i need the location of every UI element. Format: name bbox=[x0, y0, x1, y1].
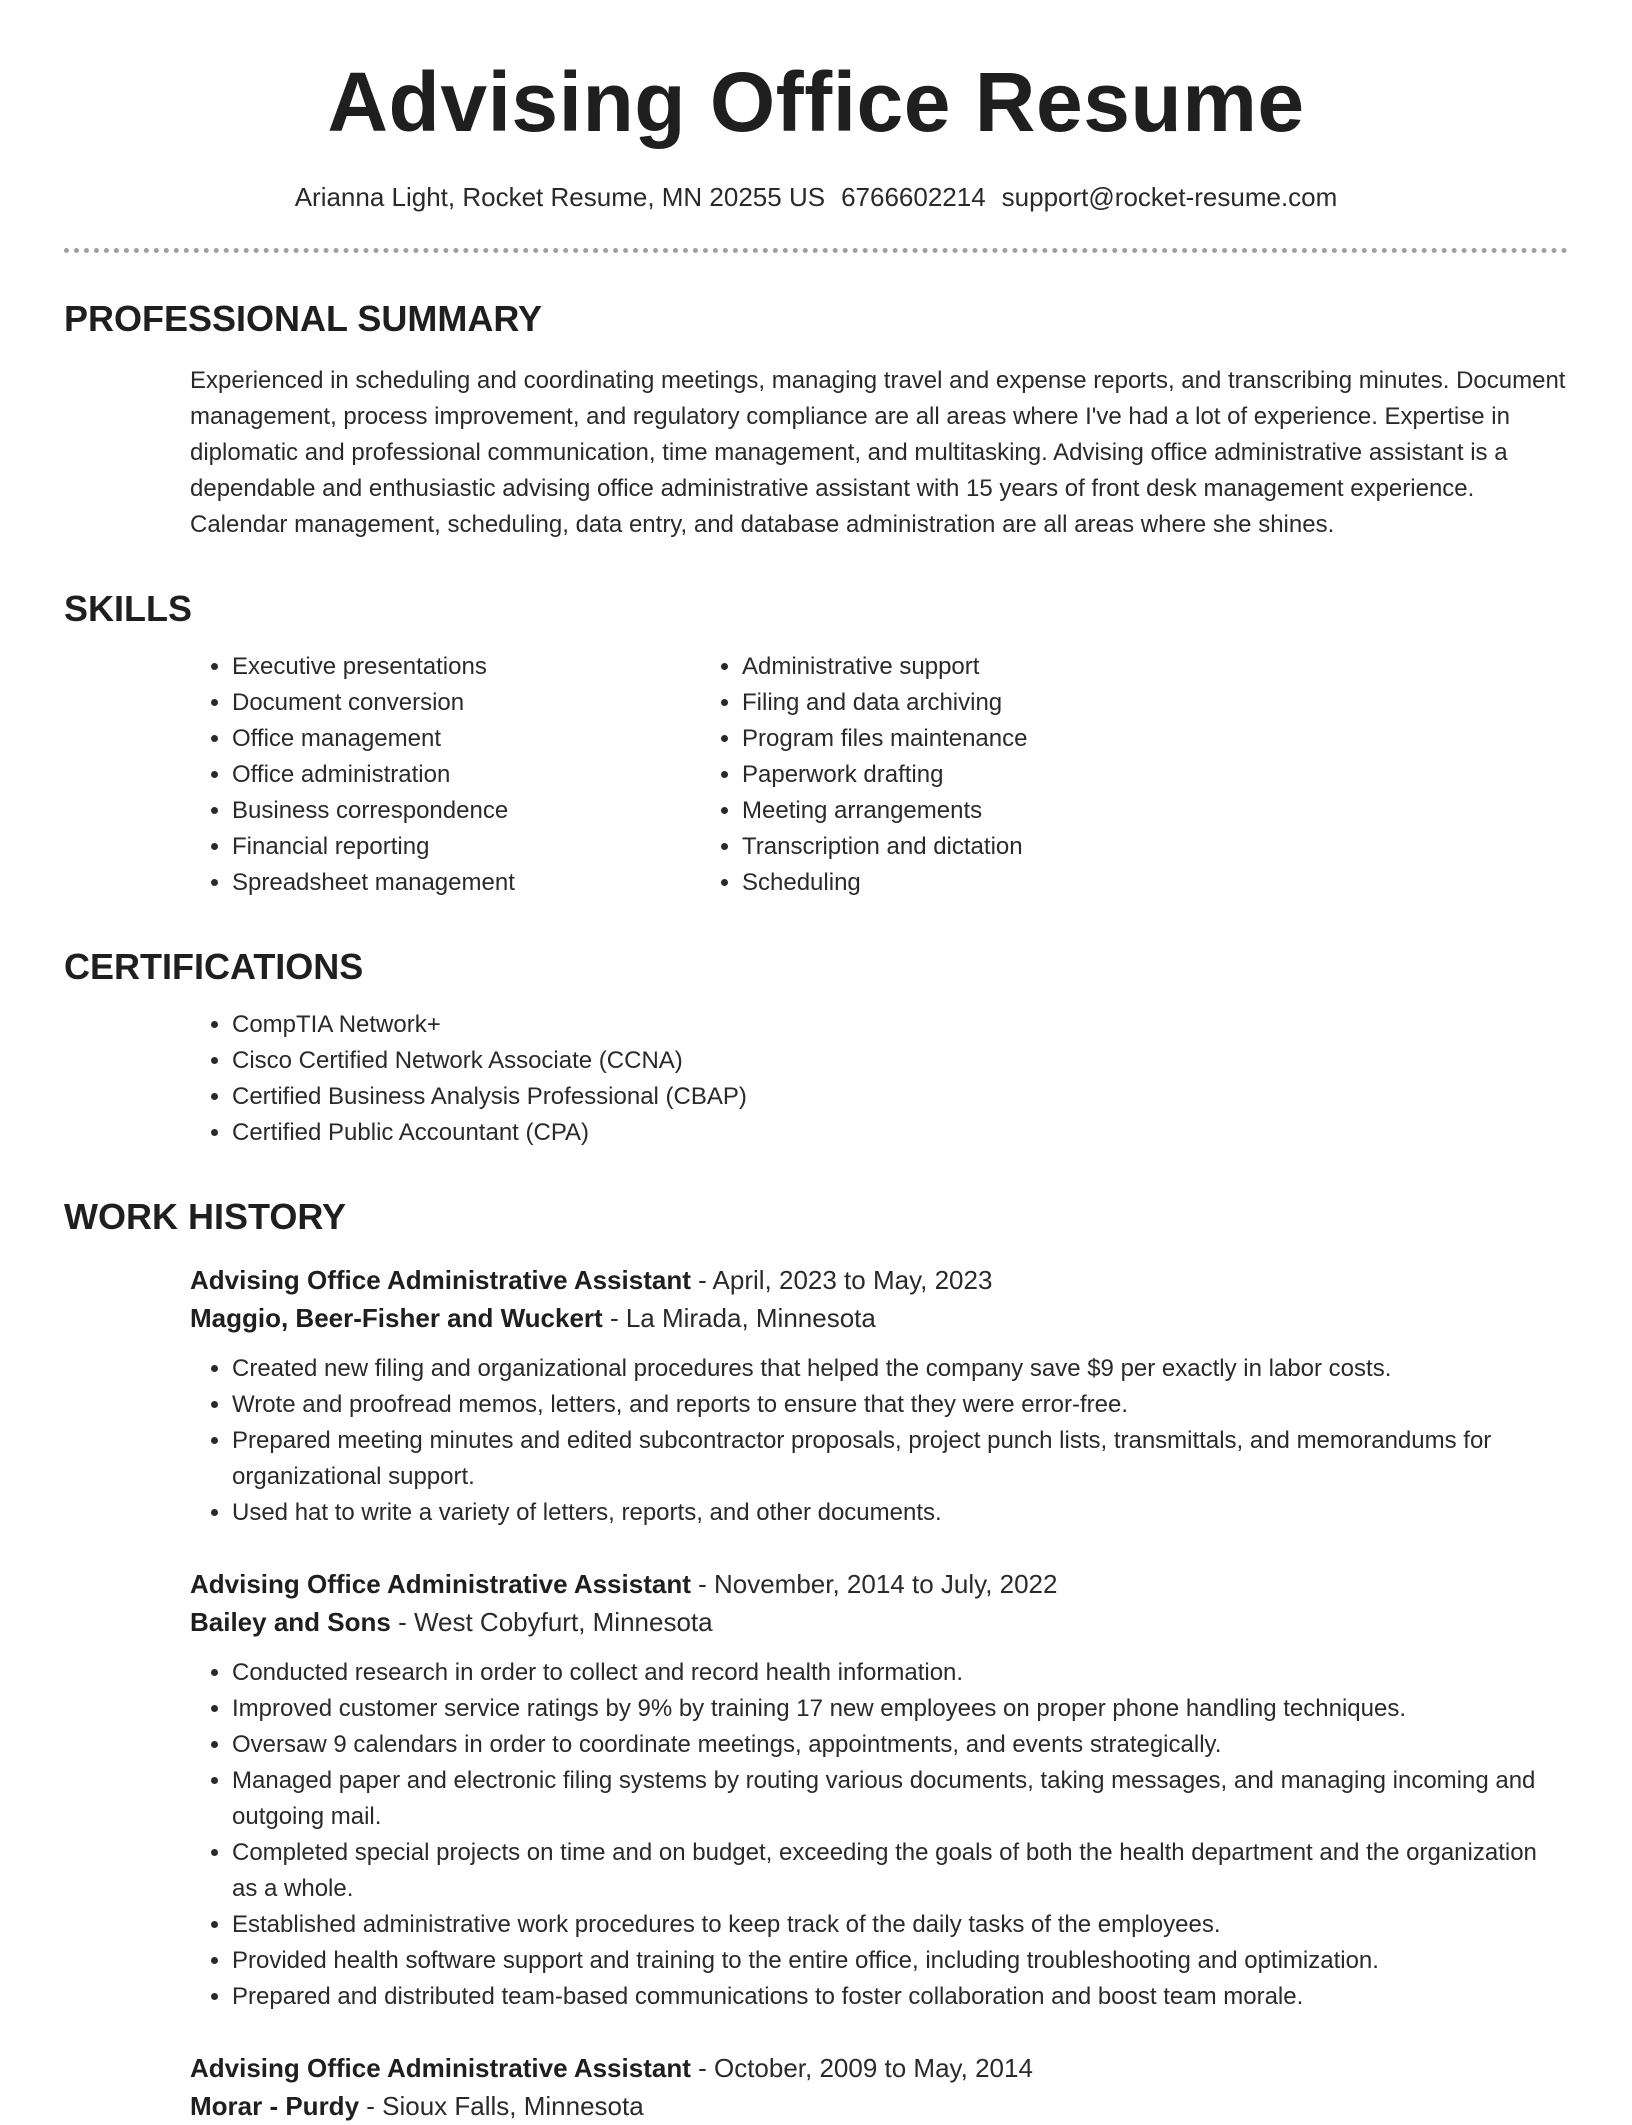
skills-column-1 bbox=[64, 649, 742, 901]
skill-item: • Meeting arrangements bbox=[742, 793, 1252, 829]
job-entry bbox=[190, 1565, 1568, 2015]
job-dates: - April, 2023 to May, 2023 bbox=[690, 1265, 993, 1295]
skills-list bbox=[64, 649, 1568, 901]
job-company: Maggio, Beer-Fisher and Wuckert bbox=[190, 1303, 603, 1333]
skill-item: • Scheduling bbox=[742, 865, 1252, 901]
job-bullet: • Established administrative work procedures to keep track of the daily tasks of the employees. bbox=[232, 1907, 1568, 1943]
contact-email: support@rocket-resume.com bbox=[1001, 182, 1338, 212]
job-company-line bbox=[190, 1299, 1568, 1337]
skill-item: • Filing and data archiving bbox=[742, 685, 1252, 721]
header-divider bbox=[64, 248, 1568, 253]
section-title-certifications: CERTIFICATIONS bbox=[64, 946, 364, 987]
resume-title: Advising Office Resume bbox=[327, 55, 1305, 149]
skill-item: • Office administration bbox=[232, 757, 742, 793]
job-dates: - October, 2009 to May, 2014 bbox=[690, 2053, 1033, 2083]
job-location: - Sioux Falls, Minnesota bbox=[359, 2091, 644, 2121]
job-bullet: • Used hat to write a variety of letters, reports, and other documents. bbox=[232, 1495, 1568, 1531]
job-bullet: • Provided health software support and training to the entire office, including troubleshooting and optimization. bbox=[232, 1943, 1568, 1979]
skill-item: • Executive presentations bbox=[232, 649, 742, 685]
job-title: Advising Office Administrative Assistant bbox=[190, 1569, 691, 1599]
skill-item: • Document conversion bbox=[232, 685, 742, 721]
contact-phone: 6766602214 bbox=[841, 182, 986, 212]
job-title: Advising Office Administrative Assistant bbox=[190, 1265, 691, 1295]
contact-line bbox=[64, 180, 1568, 214]
certifications-list bbox=[64, 1007, 1568, 1151]
section-title-skills: SKILLS bbox=[64, 588, 193, 629]
job-title-line bbox=[190, 1565, 1568, 1603]
job-title-line bbox=[190, 1261, 1568, 1299]
section-title-work-history: WORK HISTORY bbox=[64, 1196, 347, 1237]
skill-item: • Business correspondence bbox=[232, 793, 742, 829]
skill-item: • Paperwork drafting bbox=[742, 757, 1252, 793]
job-bullet: • Managed paper and electronic filing systems by routing various documents, taking messages, and managing incoming and outgoing mail. bbox=[232, 1763, 1568, 1835]
job-company-line bbox=[190, 2087, 1568, 2125]
job-location: - La Mirada, Minnesota bbox=[602, 1303, 876, 1333]
job-bullet: • Oversaw 9 calendars in order to coordinate meetings, appointments, and events strategically. bbox=[232, 1727, 1568, 1763]
skill-item: • Office management bbox=[232, 721, 742, 757]
skill-item: • Program files maintenance bbox=[742, 721, 1252, 757]
job-company: Morar - Purdy bbox=[190, 2091, 360, 2121]
certification-item: • Certified Public Accountant (CPA) bbox=[232, 1115, 1568, 1151]
summary-text: Experienced in scheduling and coordinating meetings, managing travel and expense reports, and transcribing minutes. Document management, process improvement, and regulatory compliance are all areas where I've had a lot of experience. Expertise in diplomatic and professional communication, time management, and multitasking. Advising office administrative assistant is a dependable and enthusiastic advising office administrative assistant with 15 years of front desk management experience. Calendar management, scheduling, data entry, and database administration are all areas where she shines. bbox=[190, 367, 1566, 538]
job-bullets bbox=[190, 1655, 1568, 2015]
skill-item: • Administrative support bbox=[742, 649, 1252, 685]
job-company-line bbox=[190, 1603, 1568, 1641]
job-dates: - November, 2014 to July, 2022 bbox=[690, 1569, 1058, 1599]
skill-item: • Transcription and dictation bbox=[742, 829, 1252, 865]
job-bullet: • Completed special projects on time and on budget, exceeding the goals of both the health department and the organization as a whole. bbox=[232, 1835, 1568, 1907]
certification-item: • Cisco Certified Network Associate (CCNA) bbox=[232, 1043, 1568, 1079]
job-title-line bbox=[190, 2049, 1568, 2087]
certification-item: • CompTIA Network+ bbox=[232, 1007, 1568, 1043]
job-title: Advising Office Administrative Assistant bbox=[190, 2053, 691, 2083]
skill-item: • Financial reporting bbox=[232, 829, 742, 865]
job-bullet: • Improved customer service ratings by 9% by training 17 new employees on proper phone handling techniques. bbox=[232, 1691, 1568, 1727]
skill-item: • Spreadsheet management bbox=[232, 865, 742, 901]
job-entry bbox=[190, 1261, 1568, 1531]
job-bullets bbox=[190, 1351, 1568, 1531]
certification-item: • Certified Business Analysis Professional (CBAP) bbox=[232, 1079, 1568, 1115]
contact-address: Arianna Light, Rocket Resume, MN 20255 US bbox=[294, 182, 826, 212]
job-location: - West Cobyfurt, Minnesota bbox=[390, 1607, 713, 1637]
job-entry bbox=[190, 2049, 1568, 2125]
resume-header bbox=[64, 0, 1568, 253]
job-bullet: • Prepared and distributed team-based communications to foster collaboration and boost team morale. bbox=[232, 1979, 1568, 2015]
section-title-summary: PROFESSIONAL SUMMARY bbox=[64, 298, 543, 339]
job-bullet: • Conducted research in order to collect and record health information. bbox=[232, 1655, 1568, 1691]
job-bullet: • Prepared meeting minutes and edited subcontractor proposals, project punch lists, transmittals, and memorandums for organizational support. bbox=[232, 1423, 1568, 1495]
job-bullet: • Created new filing and organizational procedures that helped the company save $9 per exactly in labor costs. bbox=[232, 1351, 1568, 1387]
job-company: Bailey and Sons bbox=[190, 1607, 391, 1637]
skills-column-2 bbox=[742, 649, 1252, 901]
job-bullet: • Wrote and proofread memos, letters, and reports to ensure that they were error-free. bbox=[232, 1387, 1568, 1423]
